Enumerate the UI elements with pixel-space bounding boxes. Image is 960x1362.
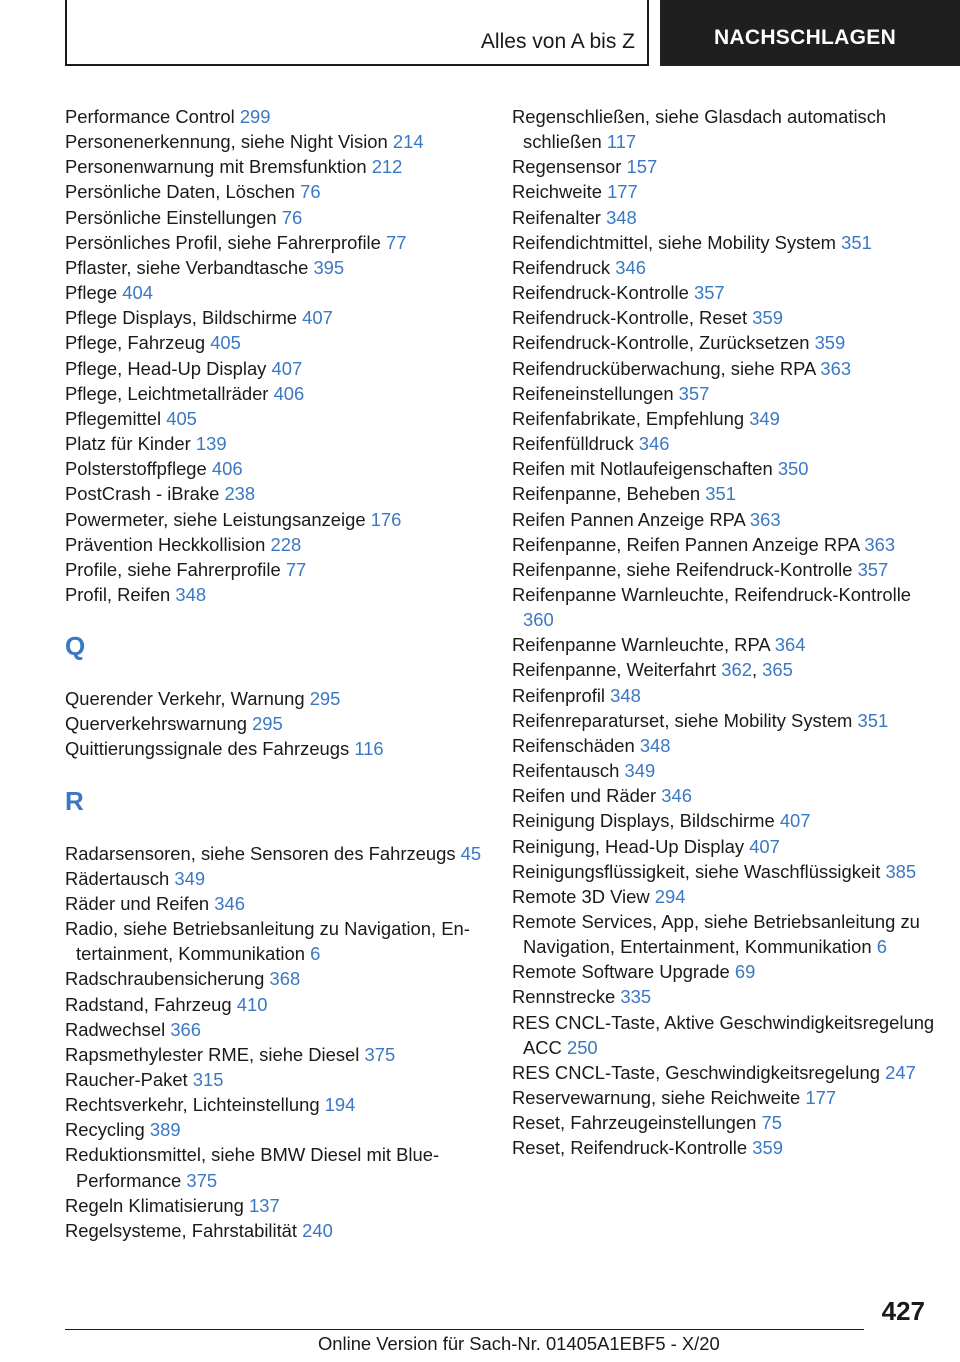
- page-reference-link[interactable]: 349: [749, 407, 780, 429]
- page-reference-link[interactable]: 362: [721, 659, 752, 681]
- index-entry-text: Reifenpanne, Beheben: [512, 483, 701, 505]
- index-letter-heading: Q: [65, 631, 86, 662]
- page-reference-link[interactable]: 404: [122, 282, 153, 304]
- index-entry-text: Reichweite: [512, 181, 602, 203]
- page-reference-link[interactable]: 69: [734, 961, 756, 983]
- page-reference-link[interactable]: 228: [270, 533, 302, 555]
- index-entry-text: Radio, siehe Betriebsanleitung zu Navigation, Entertainment, Kommunikation: [65, 918, 470, 965]
- page-reference-link[interactable]: 385: [885, 860, 917, 882]
- page-reference-link[interactable]: 357: [693, 282, 725, 304]
- index-entry: [65, 1218, 485, 1243]
- index-entry-text: Recycling: [65, 1119, 145, 1141]
- page-reference-link[interactable]: 139: [195, 433, 227, 455]
- index-entry: [512, 959, 942, 984]
- index-entry-text: Persönliche Daten, Löschen: [65, 181, 296, 203]
- index-entry-text: Reifenpanne, Weiterfahrt: [512, 659, 717, 681]
- index-entry: [65, 305, 485, 330]
- index-entry-text: Remote 3D View: [512, 885, 650, 907]
- index-entry: [512, 205, 942, 230]
- index-entry-text: Pflege, Leichtmetallräder: [65, 382, 269, 404]
- index-entry-text: Pflegemittel: [65, 407, 162, 429]
- index-entry-text: Reservewarnung, siehe Reichweite: [512, 1087, 801, 1109]
- page-reference-link[interactable]: 295: [309, 688, 341, 710]
- index-entry: [512, 984, 942, 1009]
- index-entry-text: Rechtsverkehr, Lichteinstellung: [65, 1094, 320, 1116]
- index-entry: [65, 381, 485, 406]
- page-reference-link[interactable]: 349: [174, 867, 206, 889]
- index-entry-text: Reinigungsflüssigkeit, siehe Waschflüssigkeit: [512, 860, 881, 882]
- index-entry-text: Reifenpanne, siehe Reifendruck-Kontrolle: [512, 558, 853, 580]
- index-entry: [512, 1060, 942, 1085]
- page-reference-link[interactable]: 348: [639, 734, 671, 756]
- page-reference-link[interactable]: 364: [774, 634, 806, 656]
- index-entry-text: Reifen Pannen Anzeige RPA: [512, 508, 745, 530]
- index-entry: [512, 356, 942, 381]
- index-entry-text: Pflege, Fahrzeug: [65, 332, 206, 354]
- page-reference-link[interactable]: 116: [354, 738, 384, 760]
- page-reference-link[interactable]: 351: [841, 231, 872, 253]
- page-reference-link[interactable]: 406: [273, 382, 305, 404]
- index-entry: [65, 736, 485, 761]
- index-entry: [65, 686, 485, 711]
- page-reference-link[interactable]: 238: [224, 483, 256, 505]
- index-entry: [512, 1135, 942, 1160]
- index-entry: [65, 1117, 485, 1142]
- page-reference-link[interactable]: 75: [761, 1112, 782, 1134]
- index-entry: [512, 481, 942, 506]
- index-entry: [512, 758, 942, 783]
- index-entry: [512, 280, 942, 305]
- page-reference-link[interactable]: 176: [370, 508, 402, 530]
- index-entry-text: Regensensor: [512, 156, 622, 178]
- index-entry-text: Räder und Reifen: [65, 892, 210, 914]
- index-entry-text: Radstand, Fahrzeug: [65, 993, 232, 1015]
- page-reference-link[interactable]: 77: [285, 558, 307, 580]
- index-entry-text: Reifenalter: [512, 206, 601, 228]
- index-entry: [512, 582, 942, 632]
- index-entry-text: Pflege: [65, 282, 118, 304]
- page-reference-link[interactable]: 348: [175, 583, 207, 605]
- index-entry-text: Reifentausch: [512, 760, 620, 782]
- index-entry: [65, 1042, 485, 1067]
- section-title: Alles von A bis Z: [480, 30, 635, 53]
- page-reference-link[interactable]: 359: [814, 332, 846, 354]
- index-entry-text: Remote Services, App, siehe Betriebsanleitung zu Navigation, Entertainment, Kommunikation: [512, 911, 920, 958]
- index-entry: [65, 841, 485, 866]
- index-entry: [512, 532, 942, 557]
- index-entry: [65, 1142, 485, 1192]
- footer-online-version: Online Version für Sach-Nr. 01405A1EBF5 - X/20: [318, 1333, 720, 1354]
- index-entry: [65, 966, 485, 991]
- index-entry: [65, 104, 485, 129]
- index-entry: [65, 532, 485, 557]
- index-entry-text: Pflege Displays, Bildschirme: [65, 307, 298, 329]
- index-entry-text: Profile, siehe Fahrerprofile: [65, 558, 281, 580]
- index-entry: [65, 557, 485, 582]
- index-entry-text: Regeln Klimatisierung: [65, 1194, 244, 1216]
- index-entry-text: Reset, Reifendruck-Kontrolle: [512, 1137, 748, 1159]
- page-reference-link[interactable]: 351: [705, 483, 736, 505]
- index-entry: [65, 280, 485, 305]
- index-entry-text: Regenschließen, siehe Glasdach automatisch schließen: [512, 106, 887, 153]
- index-entry: [65, 129, 485, 154]
- page-reference-link[interactable]: 137: [249, 1194, 280, 1216]
- index-entry-text: Raucher-Paket: [65, 1069, 188, 1090]
- index-entry-text: Platz für Kinder: [65, 433, 191, 455]
- index-entry-text: Reinigung Displays, Bildschirme: [512, 810, 775, 832]
- page-reference-link[interactable]: 363: [749, 508, 781, 530]
- index-entry: [512, 1010, 942, 1060]
- index-entry-text: Rennstrecke: [512, 986, 616, 1008]
- index-entry: [512, 154, 942, 179]
- page-reference-link[interactable]: 349: [624, 760, 656, 782]
- page-reference-link[interactable]: 177: [607, 181, 638, 203]
- page-reference-link[interactable]: 77: [385, 231, 407, 253]
- page-reference-link[interactable]: 368: [269, 968, 301, 990]
- page-reference-link[interactable]: 359: [752, 1137, 783, 1159]
- index-entry: [512, 733, 942, 758]
- page-reference-link[interactable]: 375: [186, 1169, 218, 1191]
- page-reference-link[interactable]: 45: [460, 842, 482, 864]
- index-entry-text: Reifendruck-Kontrolle, Reset: [512, 307, 748, 329]
- page-reference-link[interactable]: 335: [620, 986, 652, 1008]
- index-entry-text: Performance Control: [65, 106, 235, 127]
- index-entry: [65, 1092, 485, 1117]
- page-reference-link[interactable]: 348: [606, 206, 637, 228]
- page-reference-link[interactable]: 407: [749, 835, 780, 857]
- index-entry-text: Reifeneinstellungen: [512, 382, 674, 404]
- page-reference-link[interactable]: 365: [762, 659, 793, 681]
- index-entry-text: Reifenpanne Warnleuchte, RPA: [512, 634, 770, 656]
- index-entry-text: Reifenpanne, Reifen Pannen Anzeige RPA: [512, 533, 860, 555]
- page-reference-link[interactable]: 366: [170, 1018, 201, 1040]
- page-reference-link[interactable]: 406: [211, 458, 243, 480]
- page-reference-link[interactable]: 363: [820, 357, 852, 379]
- page-reference-link[interactable]: 250: [566, 1036, 598, 1058]
- page-reference-link[interactable]: 6: [876, 936, 887, 958]
- index-entry-text: Persönliches Profil, siehe Fahrerprofile: [65, 231, 381, 253]
- index-entry-text: Pflege, Head-Up Display: [65, 357, 267, 379]
- index-entry-text: Reifenprofil: [512, 684, 606, 706]
- index-entry-text: Rädertausch: [65, 867, 170, 889]
- index-entry-text: Reifenreparaturset, siehe Mobility System: [512, 709, 853, 731]
- index-entry: [65, 406, 485, 431]
- page-reference-link[interactable]: 407: [779, 810, 811, 832]
- index-entry-text: Radschraubensicherung: [65, 968, 265, 990]
- index-entry: [65, 481, 485, 506]
- page-reference-link[interactable]: 177: [805, 1087, 837, 1109]
- index-entry: [65, 1067, 485, 1092]
- header-rule-right: [647, 0, 649, 66]
- page-reference-link[interactable]: 389: [149, 1119, 181, 1141]
- footer-rule: [65, 1329, 864, 1330]
- index-column-left: [65, 104, 485, 1243]
- page-reference-link[interactable]: 405: [210, 332, 241, 354]
- index-entry: [65, 1193, 485, 1218]
- page-reference-link[interactable]: 350: [777, 458, 809, 480]
- index-entry: [65, 711, 485, 736]
- index-entry-text: Reifendruck: [512, 256, 611, 278]
- page-reference-link[interactable]: 295: [252, 713, 283, 735]
- page-reference-link[interactable]: 405: [166, 407, 197, 429]
- index-entry-text: Reifendruck-Kontrolle: [512, 282, 689, 304]
- page-reference-link[interactable]: 212: [371, 156, 403, 178]
- index-entry-text: Personenwarnung mit Bremsfunktion: [65, 156, 367, 178]
- index-entry: [65, 154, 485, 179]
- index-entry: [512, 859, 942, 884]
- index-entry-text: Reset, Fahrzeugeinstellungen: [512, 1112, 757, 1134]
- index-entry: [512, 456, 942, 481]
- page-reference-link[interactable]: 76: [281, 206, 303, 228]
- index-entry: [512, 834, 942, 859]
- index-entry-text: Reduktionsmittel, siehe BMW Diesel mit BluePerformance: [65, 1144, 440, 1191]
- index-entry: [65, 255, 485, 280]
- page-reference-link[interactable]: 346: [638, 433, 670, 455]
- page-reference-link[interactable]: 117: [606, 131, 637, 153]
- page-reference-link[interactable]: 294: [654, 885, 686, 907]
- page-reference-link[interactable]: 363: [864, 533, 896, 555]
- index-entry: [512, 632, 942, 657]
- page-reference-link[interactable]: 315: [192, 1069, 224, 1090]
- index-entry: [512, 808, 942, 833]
- page-reference-link[interactable]: 247: [885, 1061, 916, 1083]
- index-entry: [65, 992, 485, 1017]
- index-entry: [512, 381, 942, 406]
- index-entry-text: Polsterstoffpflege: [65, 458, 207, 480]
- index-entry-text: Pflaster, siehe Verbandtasche: [65, 256, 309, 278]
- page-reference-link[interactable]: 157: [626, 156, 658, 178]
- index-entry-text: Regelsysteme, Fahrstabilität: [65, 1219, 298, 1241]
- index-entry-text: Remote Software Upgrade: [512, 961, 730, 983]
- page-reference-link[interactable]: 240: [302, 1219, 333, 1241]
- index-entry-text: Powermeter, siehe Leistungsanzeige: [65, 508, 366, 530]
- page-reference-link[interactable]: 348: [610, 684, 641, 706]
- index-entry: [65, 582, 485, 607]
- index-entry: [512, 683, 942, 708]
- index-entry-text: Reifenfabrikate, Empfehlung: [512, 407, 745, 429]
- index-entry: Reifenpanne, Weiterfahrt 362, 365: [512, 659, 793, 681]
- index-entry: [65, 356, 485, 381]
- index-entry-text: Radwechsel: [65, 1018, 166, 1040]
- page-reference-link[interactable]: 76: [300, 181, 321, 203]
- index-entry: [512, 708, 942, 733]
- page-reference-link[interactable]: 357: [678, 382, 710, 404]
- index-entry: [65, 507, 485, 532]
- index-entry-text: Profil, Reifen: [65, 583, 171, 605]
- page-reference-link[interactable]: 375: [364, 1043, 396, 1065]
- page-reference-link[interactable]: 357: [857, 558, 889, 580]
- header-rule-bottom: [65, 64, 649, 66]
- index-entry-text: Rapsmethylester RME, siehe Diesel: [65, 1043, 360, 1065]
- index-entry-text: Reifenfülldruck: [512, 433, 634, 455]
- page-reference-link[interactable]: 6: [310, 943, 321, 965]
- page-reference-link[interactable]: 214: [392, 131, 424, 153]
- index-entry-text: Querender Verkehr, Warnung: [65, 688, 305, 710]
- index-entry: [65, 891, 485, 916]
- index-entry: [65, 1017, 485, 1042]
- page-reference-link[interactable]: 351: [857, 709, 889, 731]
- index-entry: [512, 330, 942, 355]
- index-entry-text: Quittierungssignale des Fahrzeugs: [65, 738, 350, 760]
- index-entry: [65, 456, 485, 481]
- index-entry-text: Personenerkennung, siehe Night Vision: [65, 131, 388, 153]
- page-number: 427: [881, 1296, 925, 1326]
- index-entry-text: Radarsensoren, siehe Sensoren des Fahrzeugs: [65, 842, 456, 864]
- index-entry: [65, 179, 485, 204]
- page-reference-link[interactable]: 346: [661, 785, 692, 807]
- index-entry: [512, 305, 942, 330]
- index-entry: [65, 230, 485, 255]
- index-entry-text: Persönliche Einstellungen: [65, 206, 277, 228]
- index-entry-text: Prävention Heckkollision: [65, 533, 266, 555]
- index-entry: [65, 205, 485, 230]
- index-entry-text: Reifenschäden: [512, 734, 635, 756]
- index-entry-text: RES CNCL-Taste, Geschwindigkeitsregelung: [512, 1061, 880, 1083]
- index-entry: [512, 783, 942, 808]
- index-entry: [512, 507, 942, 532]
- header-rule-left: [65, 0, 67, 66]
- page-reference-link[interactable]: 346: [214, 892, 245, 914]
- index-entry-text: RES CNCL-Taste, Aktive Geschwindigkeitsregelung ACC: [512, 1011, 935, 1058]
- index-entry: [65, 916, 485, 966]
- page-reference-link[interactable]: 359: [752, 307, 783, 329]
- index-entry-text: Reifendrucküberwachung, siehe RPA: [512, 357, 816, 379]
- page-reference-link[interactable]: 346: [615, 256, 646, 278]
- chapter-tab: [660, 0, 960, 66]
- index-entry: [512, 1085, 942, 1110]
- page-reference-link[interactable]: 299: [239, 106, 271, 127]
- index-entry-text: Reifendichtmittel, siehe Mobility System: [512, 231, 837, 253]
- index-entry: [512, 255, 942, 280]
- index-entry: [512, 884, 942, 909]
- index-letter-heading: R: [65, 785, 84, 816]
- index-entry-text: Querverkehrswarnung: [65, 713, 247, 735]
- page-reference-link[interactable]: 194: [324, 1094, 356, 1116]
- index-entry: [512, 104, 942, 154]
- index-entry: [65, 330, 485, 355]
- page-reference-link[interactable]: 395: [313, 256, 345, 278]
- index-entry-text: Reifen mit Notlaufeigenschaften: [512, 458, 773, 480]
- index-entry: [65, 431, 485, 456]
- page-reference-link[interactable]: 407: [271, 357, 303, 379]
- index-entry-text: Reifendruck-Kontrolle, Zurücksetzen: [512, 332, 810, 354]
- index-entry-text: Reinigung, Head-Up Display: [512, 835, 745, 857]
- index-entry-text: Reifen und Räder: [512, 785, 657, 807]
- page-reference-link[interactable]: 410: [236, 993, 268, 1015]
- index-column-right: [512, 104, 942, 1161]
- index-entry: [65, 866, 485, 891]
- chapter-title: NACHSCHLAGEN: [713, 26, 897, 49]
- index-entry: [512, 431, 942, 456]
- index-entry: [512, 909, 942, 959]
- page-reference-link[interactable]: 360: [523, 609, 554, 631]
- index-entry: [512, 557, 942, 582]
- index-entry: [512, 1110, 942, 1135]
- index-entry-text: PostCrash - iBrake: [65, 483, 220, 505]
- index-entry-text: Reifenpanne Warnleuchte, Reifendruck-Kontrolle: [512, 583, 912, 605]
- index-entry: [512, 179, 942, 204]
- index-entry: [512, 406, 942, 431]
- page-reference-link[interactable]: 407: [302, 307, 333, 329]
- index-entry: [512, 230, 942, 255]
